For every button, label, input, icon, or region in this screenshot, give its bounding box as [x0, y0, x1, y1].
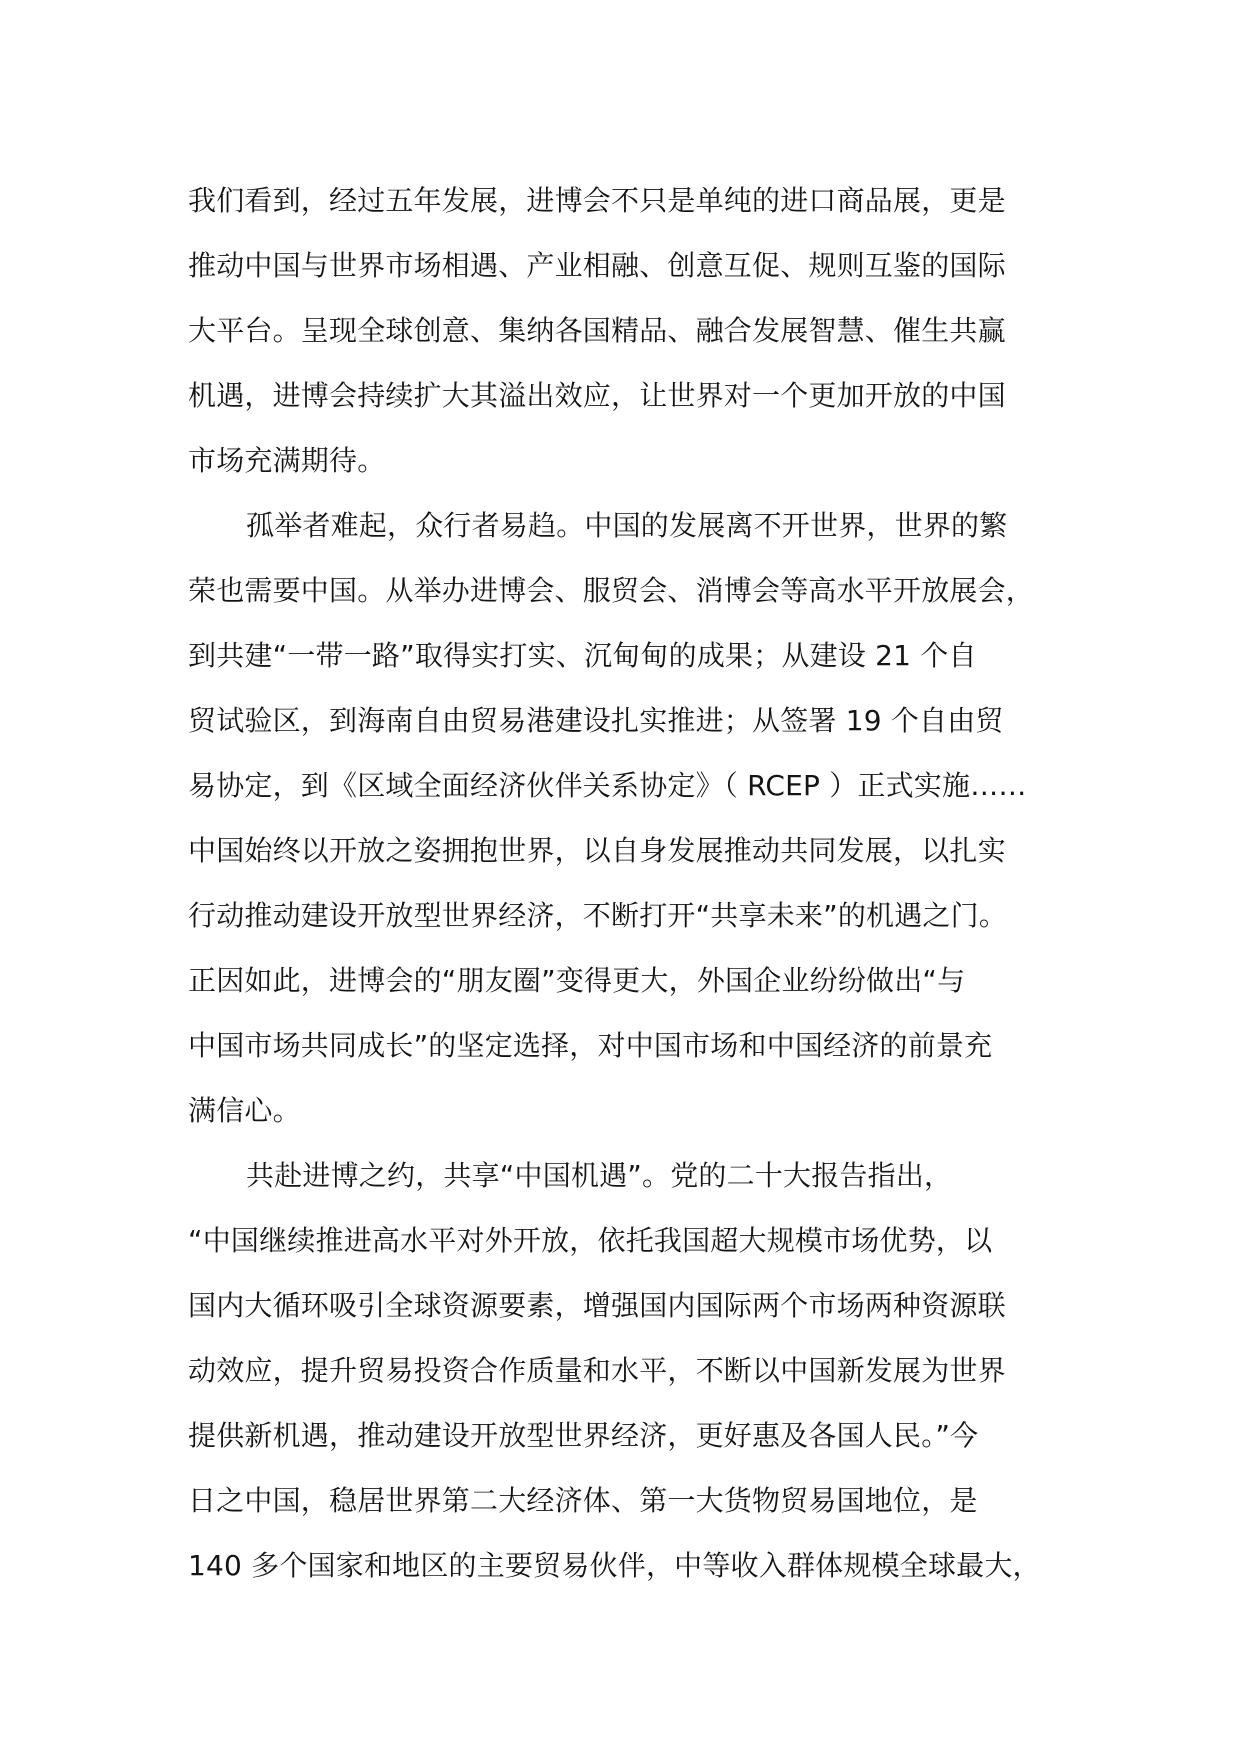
text-line: “中国继续推进高水平对外开放，依托我国超大规模市场优势，以	[188, 1224, 993, 1257]
text-line: 贸试验区，到海南自由贸易港建设扎实推进；从签署 19 个自由贸	[188, 704, 1004, 737]
text-line: 易协定，到《区域全面经济伙伴关系协定》（ RCEP ）正式实施……	[188, 769, 1027, 802]
text-line: 中国始终以开放之姿拥抱世界，以自身发展推动共同发展，以扎实	[188, 834, 1006, 867]
text-line: 孤举者难起，众行者易趋。中国的发展离不开世界，世界的繁	[246, 509, 1008, 542]
text-line: 我们看到，经过五年发展，进博会不只是单纯的进口商品展，更是	[188, 184, 1006, 217]
paragraph-2	[188, 493, 1068, 1143]
text-line: 140 多个国家和地区的主要贸易伙伴，中等收入群体规模全球最大，	[188, 1549, 1041, 1582]
text-line: 动效应，提升贸易投资合作质量和水平，不断以中国新发展为世界	[188, 1354, 1006, 1387]
text-line: 推动中国与世界市场相遇、产业相融、创意互促、规则互鉴的国际	[188, 249, 1006, 282]
text-line: 荣也需要中国。从举办进博会、服贸会、消博会等高水平开放展会，	[188, 574, 1035, 607]
text-line: 提供新机遇，推动建设开放型世界经济，更好惠及各国人民。”今	[188, 1419, 979, 1452]
text-line: 机遇，进博会持续扩大其溢出效应，让世界对一个更加开放的中国	[188, 379, 1006, 412]
paragraph-3	[188, 1143, 1068, 1598]
text-line: 共赴进博之约，共享“中国机遇”。党的二十大报告指出，	[246, 1159, 953, 1192]
text-line: 行动推动建设开放型世界经济，不断打开“共享未来”的机遇之门。	[188, 899, 1008, 932]
text-line: 满信心。	[188, 1094, 301, 1127]
text-line: 中国市场共同成长”的坚定选择，对中国市场和中国经济的前景充	[188, 1029, 993, 1062]
text-line: 市场充满期待。	[188, 444, 386, 477]
text-line: 日之中国，稳居世界第二大经济体、第一大货物贸易国地位，是	[188, 1484, 978, 1517]
paragraph-1	[188, 168, 1068, 493]
body-text	[188, 168, 1068, 1598]
text-line: 国内大循环吸引全球资源要素，增强国内国际两个市场两种资源联	[188, 1289, 1006, 1322]
text-line: 到共建“一带一路”取得实打实、沉甸甸的成果；从建设 21 个自	[188, 639, 977, 672]
text-line: 正因如此，进博会的“朋友圈”变得更大，外国企业纷纷做出“与	[188, 964, 966, 997]
text-line: 大平台。呈现全球创意、集纳各国精品、融合发展智慧、催生共赢	[188, 314, 1006, 347]
